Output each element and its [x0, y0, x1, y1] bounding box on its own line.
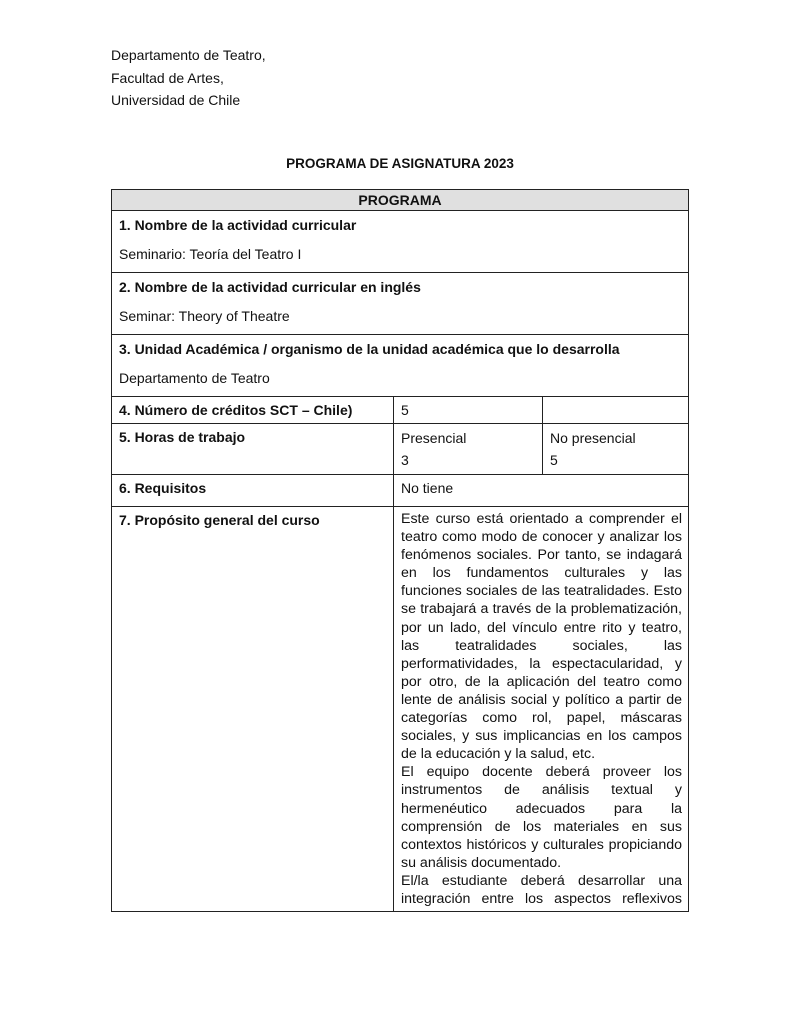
activity-name-label: 1. Nombre de la actividad curricular [119, 217, 357, 233]
work-hours-presencial [394, 424, 543, 475]
academic-unit-value: Departamento de Teatro [119, 370, 270, 386]
work-hours-label: 5. Horas de trabajo [112, 424, 394, 475]
purpose-paragraph-1: Este curso está orientado a comprender el teatro como modo de conocer y analizar los fenómenos sociales. Por tanto, se indagará en los fundamentos culturales y las funciones sociales de las teatralidades. Esto se trabajará a través de la problematización, por un lado, del vínculo entre rito y teatro, las teatralidades sociales, las performatividades, la espectacularidad, y por otro, de la aplicación del teatro como lente de análisis social y político a partir de categorías como rol, papel, máscaras sociales, y sus implicancias en los campos de la educación y la salud, etc. [401, 511, 682, 763]
credits-empty-cell [543, 397, 689, 424]
row-activity-name [112, 211, 689, 273]
course-purpose-text [394, 507, 689, 912]
purpose-paragraph-2: El equipo docente deberá proveer los instrumentos de análisis textual y hermenéutico adecuados para la comprensión de los materiales en sus contextos históricos y culturales propiciando su análisis documentado. [401, 764, 682, 871]
no-presencial-value: 5 [550, 452, 558, 468]
credits-label: 4. Número de créditos SCT – Chile) [112, 397, 394, 424]
row-work-hours [112, 424, 689, 475]
academic-unit-label: 3. Unidad Académica / organismo de la unidad académica que lo desarrolla [119, 341, 620, 357]
credits-value: 5 [394, 397, 543, 424]
program-table [111, 189, 689, 912]
row-credits [112, 397, 689, 424]
requirements-value: No tiene [394, 475, 689, 507]
work-hours-no-presencial [543, 424, 689, 475]
document-title: PROGRAMA DE ASIGNATURA 2023 [286, 156, 514, 171]
letterhead [111, 44, 266, 112]
row-course-purpose [112, 507, 689, 912]
course-purpose-label: 7. Propósito general del curso [112, 507, 394, 912]
table-header-row [112, 190, 689, 211]
requirements-label: 6. Requisitos [112, 475, 394, 507]
row-academic-unit [112, 335, 689, 397]
presencial-label: Presencial [401, 430, 467, 446]
letterhead-university: Universidad de Chile [111, 92, 241, 108]
letterhead-department: Departamento de Teatro, [111, 47, 266, 63]
row-requirements [112, 475, 689, 507]
no-presencial-label: No presencial [550, 430, 636, 446]
letterhead-faculty: Facultad de Artes, [111, 69, 224, 86]
presencial-value: 3 [401, 452, 409, 468]
activity-name-english-label: 2. Nombre de la actividad curricular en inglés [119, 279, 421, 295]
table-header: PROGRAMA [112, 190, 689, 211]
row-activity-name-english [112, 273, 689, 335]
activity-name-english-value: Seminar: Theory of Theatre [119, 308, 290, 324]
activity-name-value: Seminario: Teoría del Teatro I [119, 246, 302, 262]
purpose-paragraph-3: El/la estudiante deberá desarrollar una integración entre los aspectos reflexivos [401, 872, 682, 907]
